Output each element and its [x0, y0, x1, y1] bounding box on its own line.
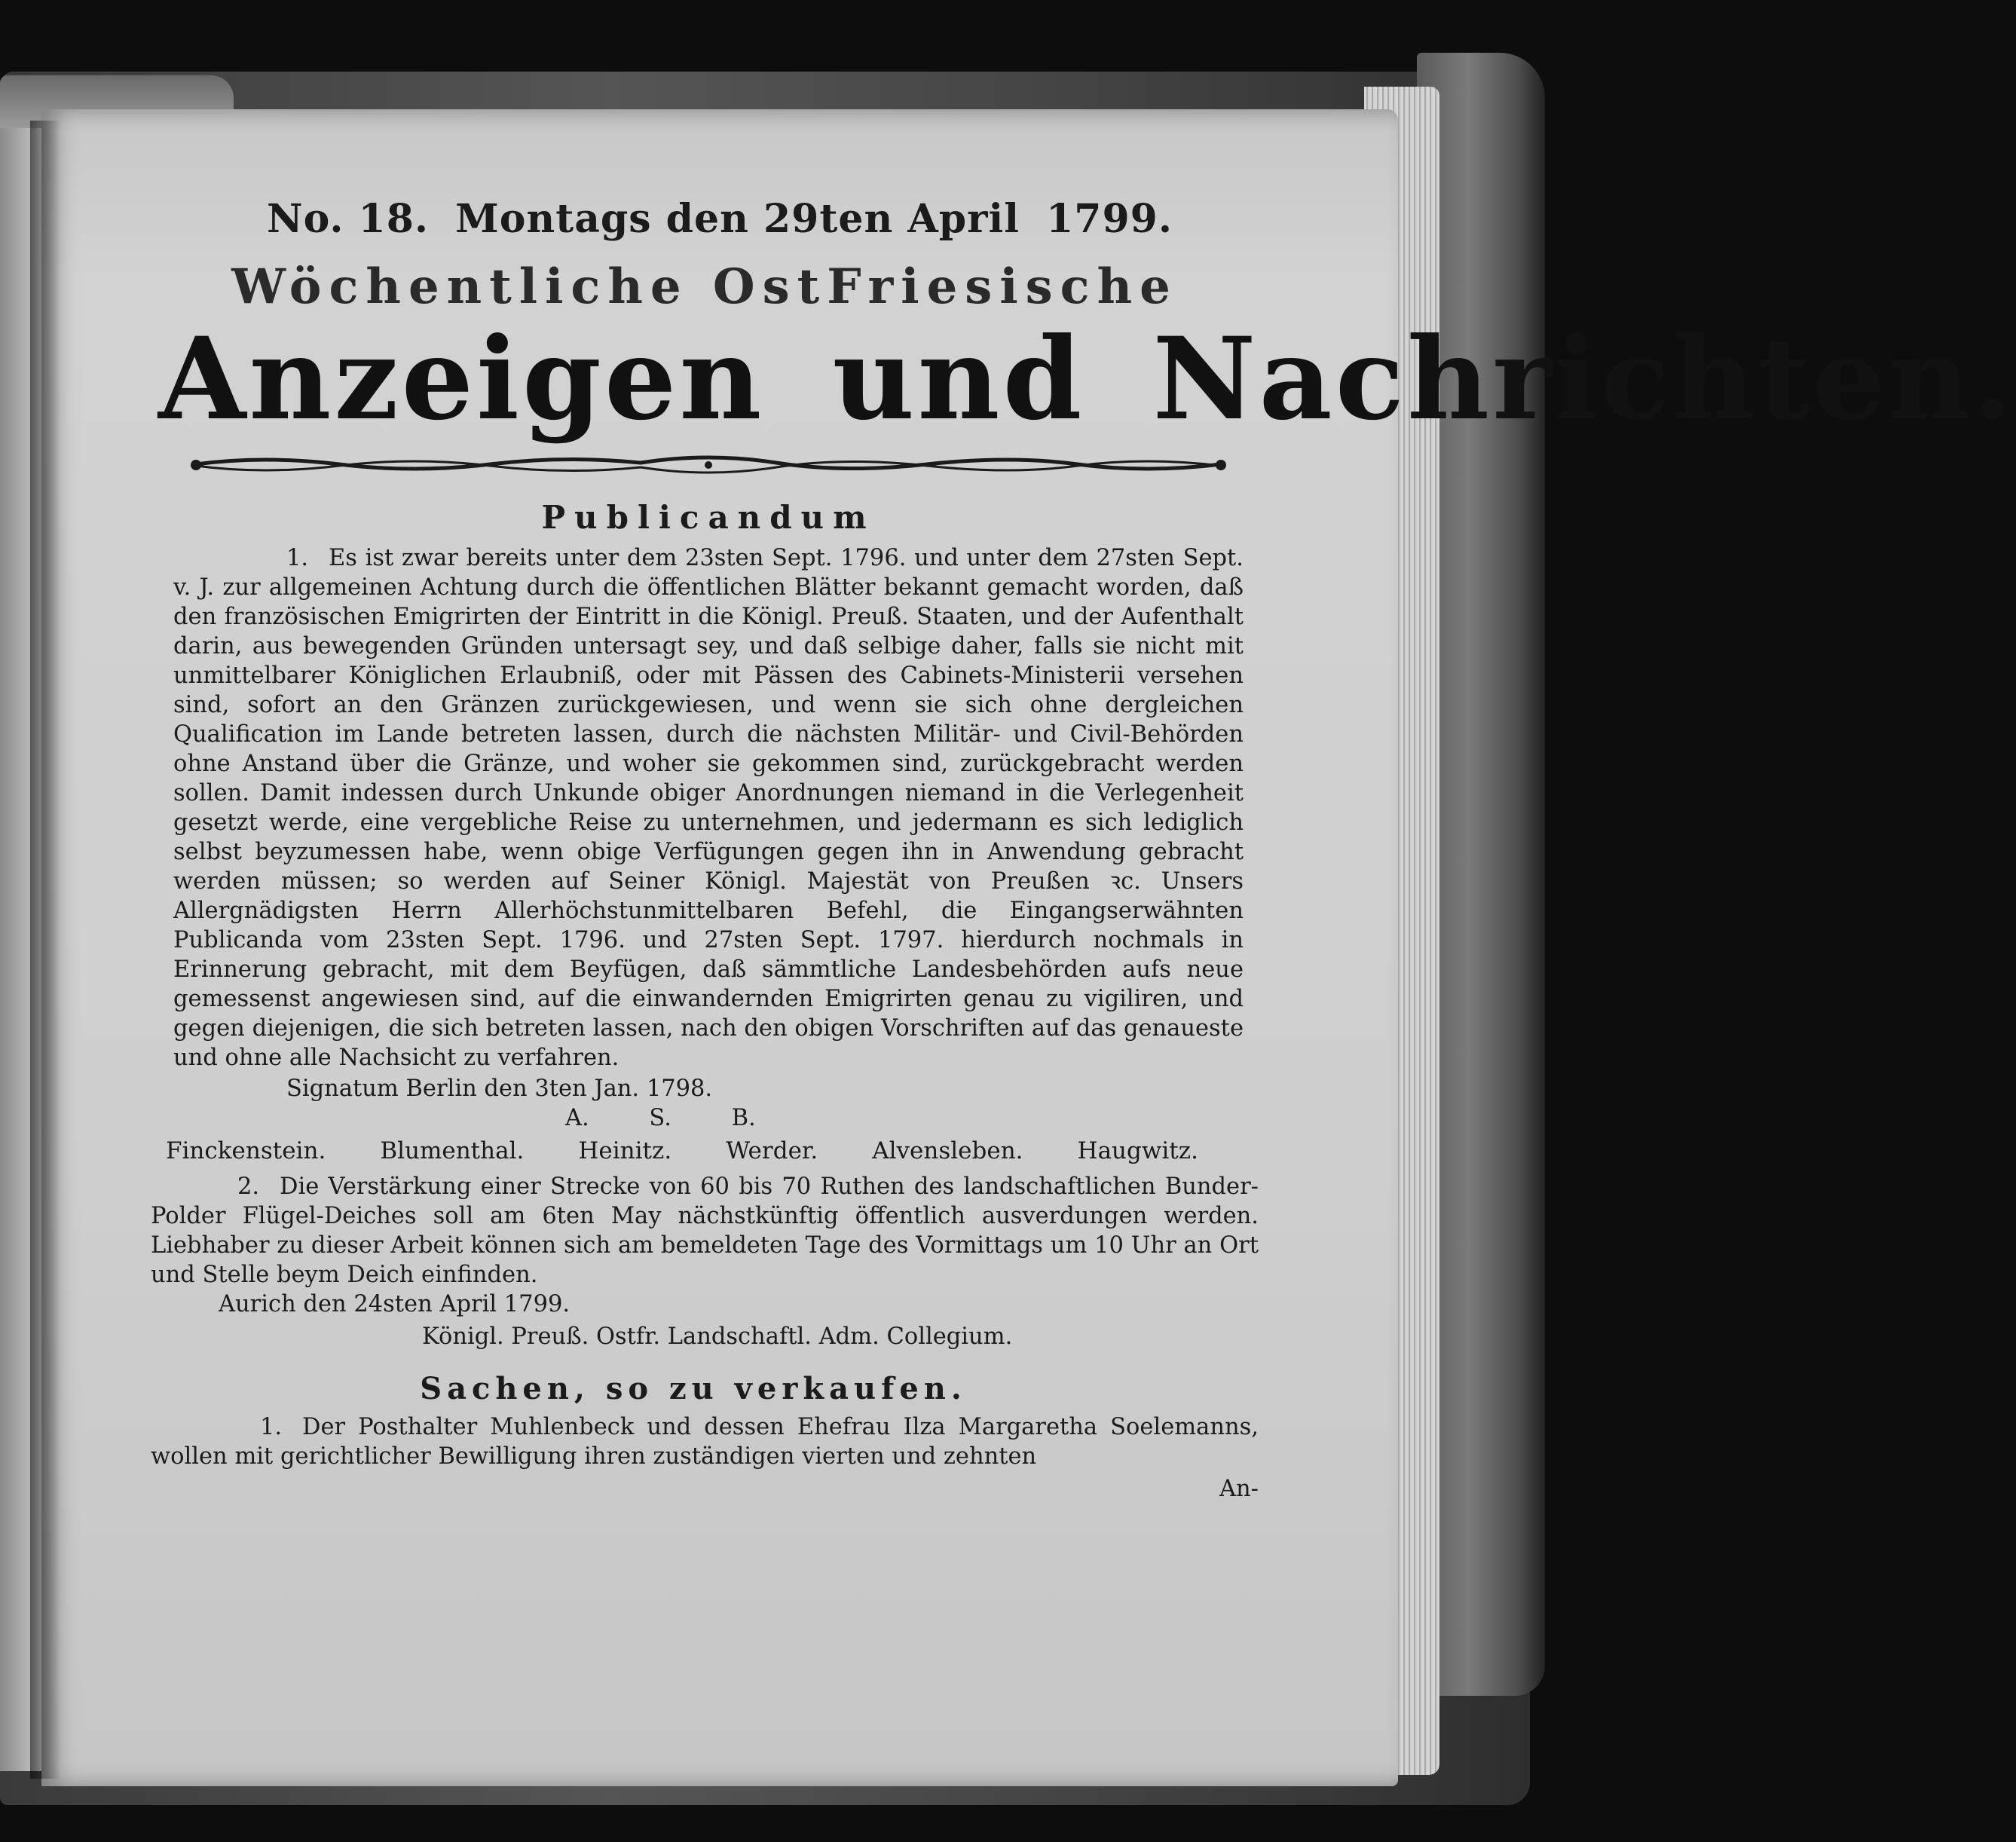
signatory: Heinitz. [578, 1137, 672, 1164]
title-word-1: Anzeigen [158, 313, 765, 445]
notice-1-number: 1. [286, 545, 309, 571]
masthead-title [158, 313, 2016, 445]
issue-year: 1799. [1046, 196, 1173, 242]
notice-2-issuer: Königl. Preuß. Ostfr. Landschaftl. Adm. Collegium. [422, 1323, 1013, 1350]
title-word-2: und [832, 313, 1085, 445]
notice-2-number: 2. [237, 1173, 260, 1200]
sale-notice-1 [151, 1412, 1259, 1471]
signatory: Haugwitz. [1077, 1137, 1198, 1164]
signatory: Werder. [726, 1137, 818, 1164]
catchword: An- [1219, 1476, 1259, 1502]
gutter-shadow [30, 121, 60, 1779]
notice-1-text: Es ist zwar bereits unter dem 23sten Sept. 1796. und unter dem 27sten Sept. v. J. zur allgemeinen Achtung durch die öffentlichen Blätter bekannt gemacht worden, daß den französischen Emigrirten der Eintritt in die Königl. Preuß. Staaten, und der Aufenthalt darin, aus bewegenden Gründen untersagt sey, und daß selbige daher, falls sie nicht mit unmittelbarer Königlichen Erlaubniß, oder mit Pässen des Cabinets-Ministerii versehen sind, sofort an den Gränzen zurückgewiesen, und wenn sie sich ohne dergleichen Qualification im Lande betreten lassen, durch die nächsten Militär- und Civil-Behörden ohne Anstand über die Gränze, und woher sie gekommen sind, zurückgebracht werden sollen. Damit indessen durch Unkunde obiger Anordnungen niemand in die Verlegenheit gesetzt werde, eine vergebliche Reise zu unternehmen, und jedermann es sich lediglich selbst beyzumessen habe, wenn obige Verfügungen gegen ihn in Anwendung gebracht werden müssen; so werden auf Seiner Königl. Majestät von Preußen ꝛc. Unsers Allergnädigsten Herrn Allerhöchstunmittelbaren Befehl, die Eingangserwähnten Publicanda vom 23sten Sept. 1796. und 27sten Sept. 1797. hierdurch nochmals in Erinnerung gebracht, mit dem Beyfügen, daß sämmtliche Landesbehörden aufs neue gemessenst angewiesen sind, auf die einwandernden Emigrirten genau zu vigiliren, und gegen diejenigen, die sich betreten lassen, nach den obigen Vorschriften auf das genaueste und ohne alle Nachsicht zu verfahren. [173, 545, 1244, 1071]
signatory: Alvensleben. [872, 1137, 1023, 1164]
section-heading-sales: Sachen, so zu verkaufen. [420, 1371, 967, 1406]
notice-2-date: Aurich den 24sten April 1799. [219, 1291, 571, 1317]
issue-date: Montags den 29ten April [455, 196, 1020, 242]
issue-line [196, 196, 1244, 242]
notice-2 [151, 1172, 1259, 1290]
page-content [151, 196, 2016, 1504]
notice-1 [173, 543, 1244, 1072]
section-heading-publicandum: Publicandum [541, 499, 876, 536]
issue-number: No. 18. [267, 196, 430, 242]
title-word-3: Nachrichten. [1152, 313, 2016, 445]
signatory: Finckenstein. [166, 1137, 326, 1164]
sale-notice-1-number: 1. [260, 1414, 283, 1440]
masthead-subtitle: Wöchentliche OstFriesische [231, 259, 1178, 315]
notice-2-text: Die Verstärkung einer Strecke von 60 bis 70 Ruthen des landschaftlichen Bunder-Polder Flügel-Deiches soll am 6ten May nächstkünftig öffentlich ausverdungen werden. Liebhaber zu dieser Arbeit können sich am bemeldeten Tage des Vormittags um 10 Uhr an Ort und Stelle beym Deich einfinden. [151, 1173, 1259, 1288]
ornamental-rule [188, 449, 1228, 479]
signature-initials: A. S. B. [565, 1105, 756, 1131]
signatories [166, 1134, 1198, 1167]
sale-notice-1-text: Der Posthalter Muhlenbeck und dessen Ehefrau Ilza Margaretha Soelemanns, wollen mit gerichtlicher Bewilligung ihren zuständigen vierten und zehnten [151, 1414, 1259, 1470]
signatory: Blumenthal. [380, 1137, 525, 1164]
signature-line: Signatum Berlin den 3ten Jan. 1798. [286, 1076, 713, 1102]
